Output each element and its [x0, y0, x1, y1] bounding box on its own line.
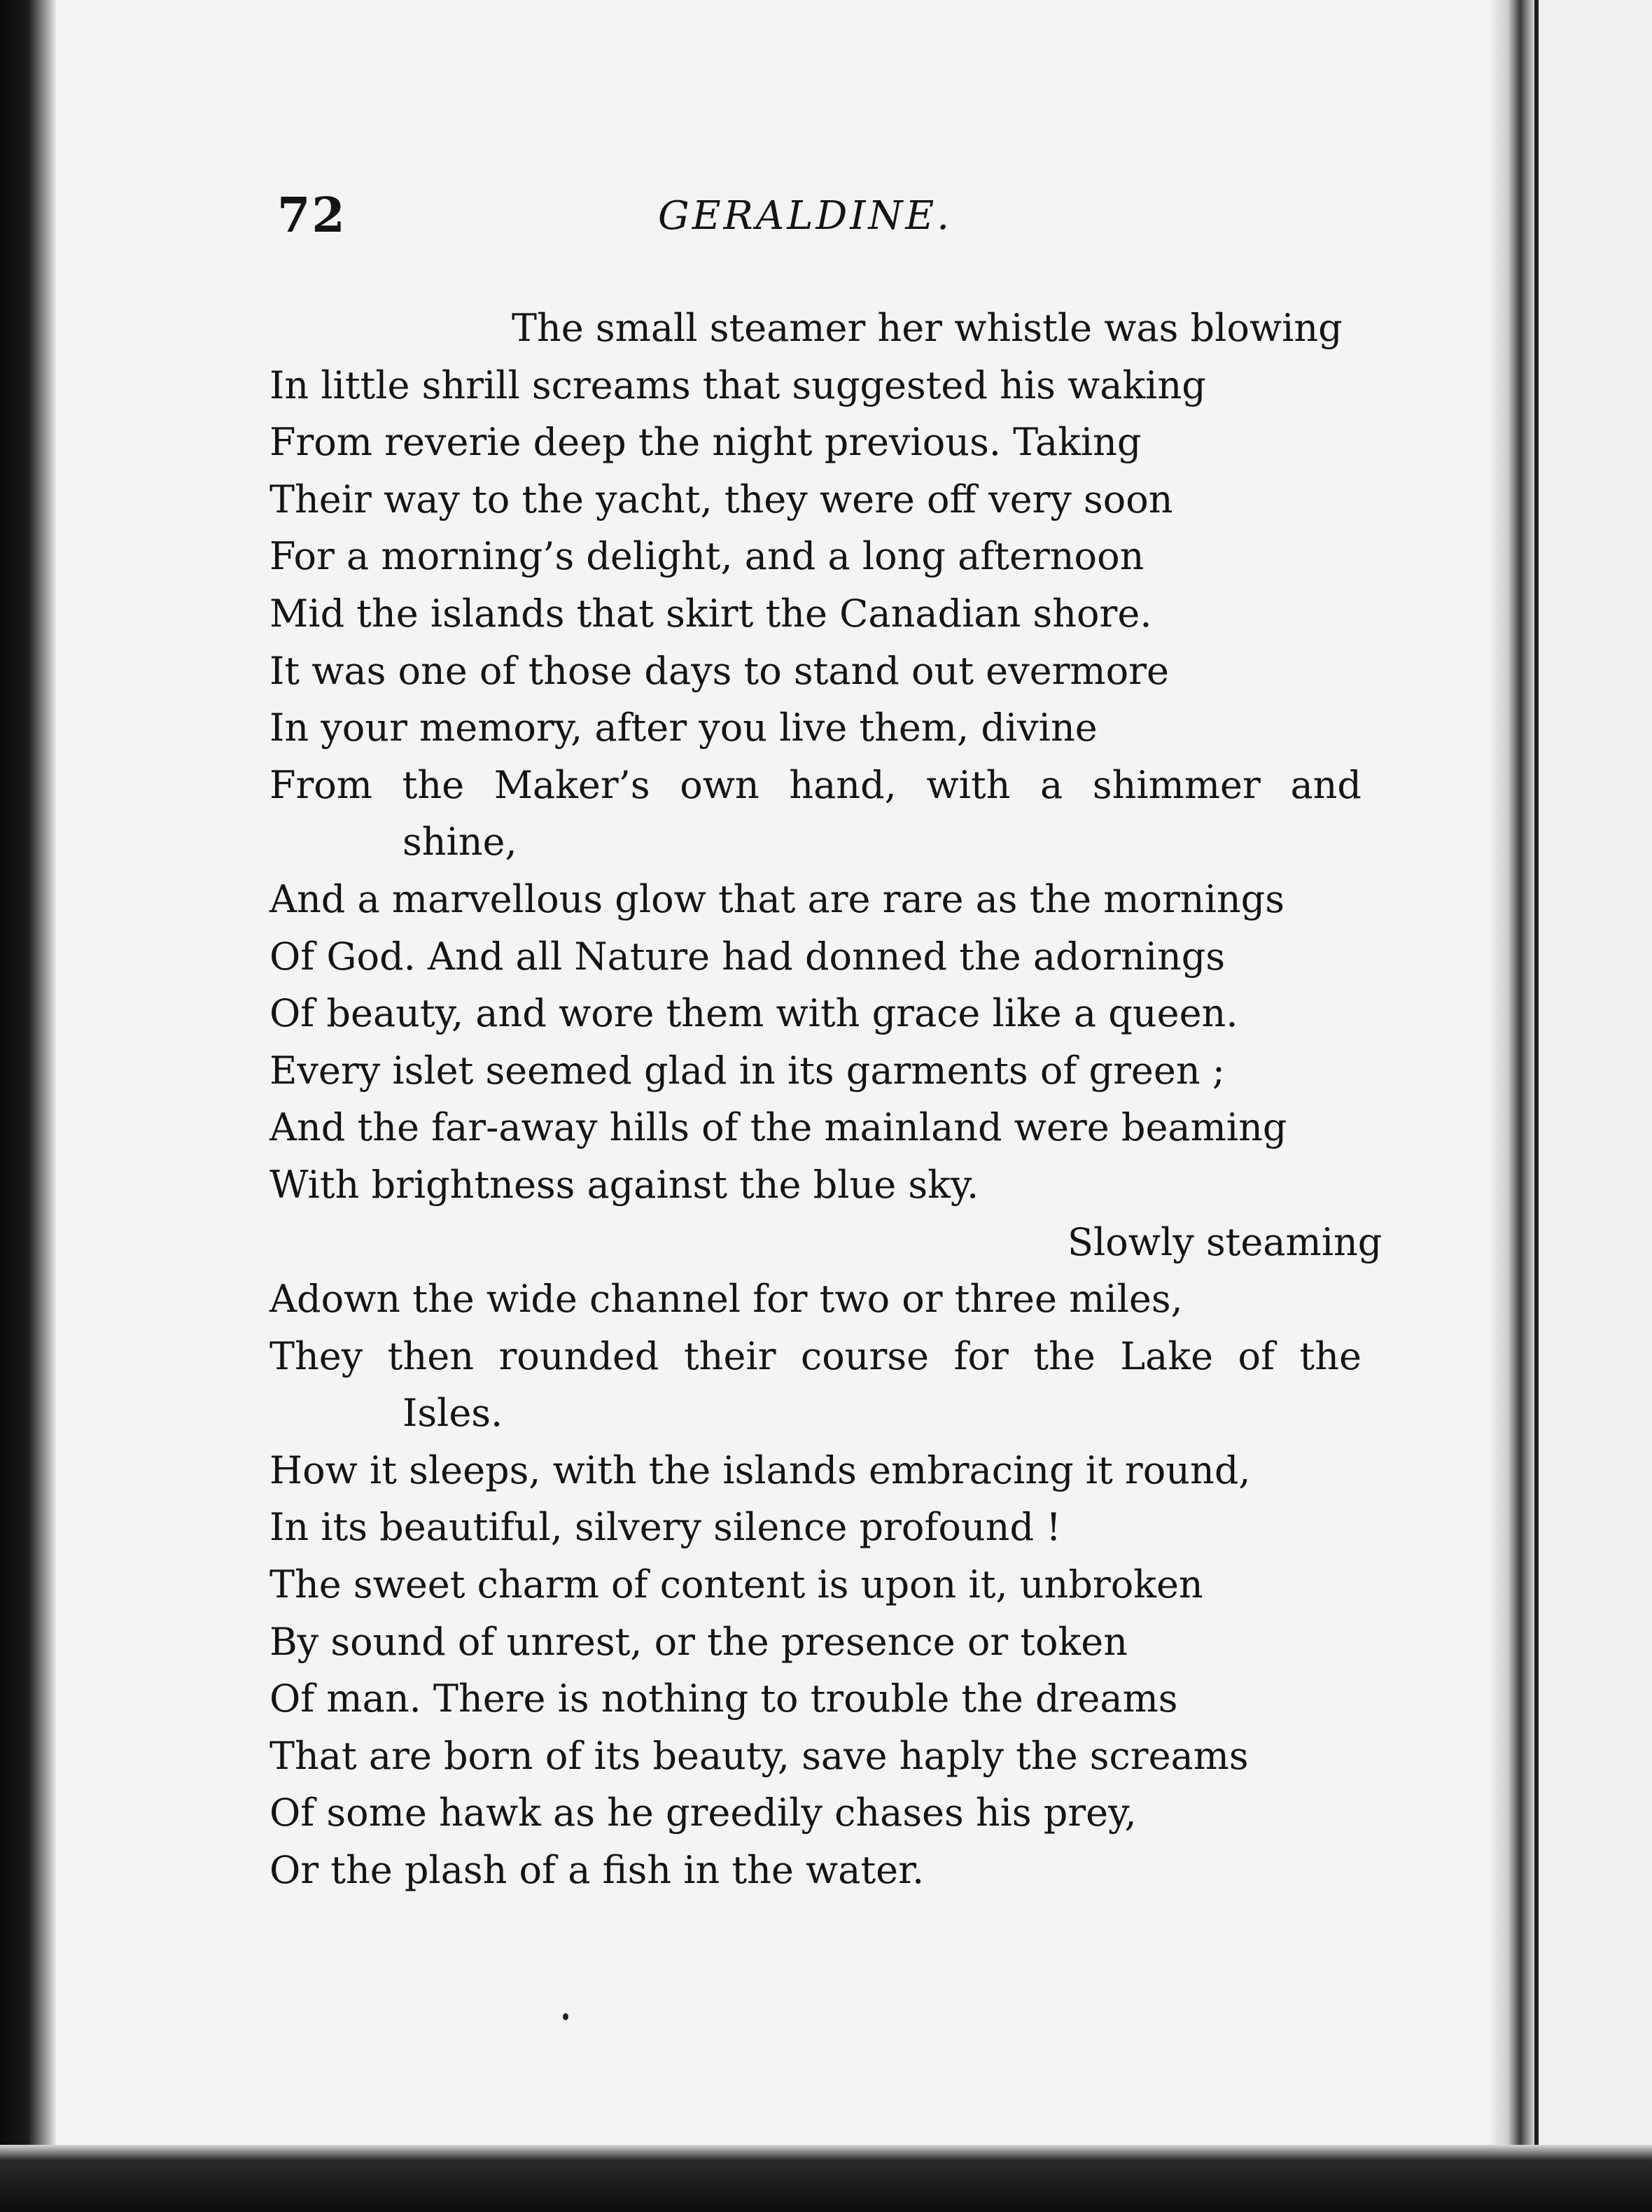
poem-line: By sound of unrest, or the presence or token [270, 1619, 1128, 1664]
scan-left-edge [0, 0, 56, 2212]
adjacent-page-edge [1534, 0, 1652, 2212]
poem-line: Or the plash of a fish in the water. [270, 1848, 925, 1893]
poem-line: From reverie deep the night previous. Taking [270, 420, 1142, 465]
poem-line: In your memory, after you live them, divine [270, 706, 1098, 750]
poem-line: In its beautiful, silvery silence profound ! [270, 1505, 1061, 1550]
poem-line: They then rounded their course for the Lake of the [270, 1334, 1362, 1378]
poem-line-half: Slowly steaming [1068, 1219, 1382, 1264]
running-head [56, 188, 1490, 251]
page-number: 72 [277, 188, 346, 244]
poem-line-runover: Isles. [402, 1391, 503, 1436]
poem-text [270, 300, 1382, 1899]
ink-speck [563, 2013, 568, 2020]
poem-line-runover: shine, [402, 820, 517, 864]
poem-line: For a morning’s delight, and a long afternoon [270, 534, 1144, 579]
poem-line: Of man. There is nothing to trouble the dreams [270, 1676, 1178, 1721]
poem-line: That are born of its beauty, save haply the screams [270, 1733, 1249, 1778]
poem-line: And a marvellous glow that are rare as the mornings [270, 876, 1284, 921]
poem-line: Of some hawk as he greedily chases his prey, [270, 1791, 1137, 1835]
scan-bottom-edge [0, 2145, 1652, 2212]
poem-line: Every islet seemed glad in its garments of green ; [270, 1048, 1225, 1093]
poem-line: Of beauty, and wore them with grace like a queen. [270, 991, 1238, 1036]
poem-line: With brightness against the blue sky. [270, 1162, 979, 1207]
poem-line: And the far-away hills of the mainland were beaming [270, 1105, 1287, 1150]
poem-line: The small steamer her whistle was blowing [512, 306, 1343, 350]
poem-line: Of God. And all Nature had donned the adornings [270, 934, 1226, 979]
book-gutter-shadow [1490, 0, 1534, 2212]
poem-line: It was one of those days to stand out evermore [270, 648, 1169, 693]
running-title: GERALDINE. [658, 193, 953, 239]
poem-line: How it sleeps, with the islands embracing it round, [270, 1448, 1251, 1492]
book-page [56, 0, 1490, 2145]
poem-line: In little shrill screams that suggested his waking [270, 363, 1206, 407]
poem-line: Mid the islands that skirt the Canadian shore. [270, 591, 1152, 636]
poem-line: The sweet charm of content is upon it, unbroken [270, 1562, 1203, 1607]
poem-line: Adown the wide channel for two or three miles, [270, 1277, 1183, 1322]
poem-line: Their way to the yacht, they were off very soon [270, 477, 1173, 522]
poem-line: From the Maker’s own hand, with a shimmer and [270, 762, 1362, 807]
